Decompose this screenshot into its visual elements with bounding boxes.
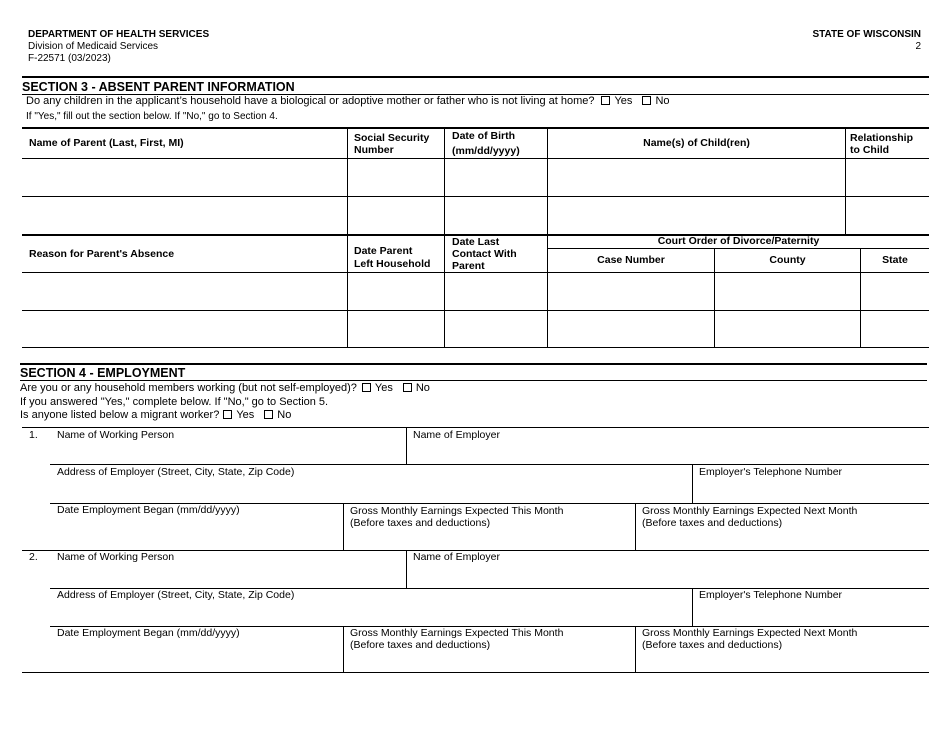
state-field[interactable] <box>861 311 929 347</box>
reason-field[interactable] <box>22 311 347 347</box>
earnings-next-month-field[interactable] <box>636 652 929 671</box>
state-name: STATE OF WISCONSIN <box>812 29 921 40</box>
yes-label: Yes <box>374 382 393 394</box>
migrant-no-checkbox[interactable] <box>264 410 273 419</box>
last-contact-field[interactable] <box>445 273 547 310</box>
employer-address-label: Address of Employer (Street, City, State, Zip Code) <box>57 589 295 601</box>
absent-parent-question <box>26 95 670 107</box>
date-began-label: Date Employment Began (mm/dd/yyyy) <box>57 627 240 639</box>
county-header: County <box>769 254 806 266</box>
employment-question-text: Are you or any household members working (but not self-employed)? <box>20 382 357 394</box>
case-number-field[interactable] <box>548 273 714 310</box>
date-left-field[interactable] <box>348 311 444 347</box>
relationship-field[interactable] <box>846 197 929 234</box>
section3-instruction: If "Yes," fill out the section below. If "No," go to Section 4. <box>26 111 278 122</box>
date-began-field[interactable] <box>50 640 342 671</box>
entry-number: 2. <box>29 551 38 563</box>
earnings-next-month-field[interactable] <box>636 530 929 549</box>
relationship-header: Relationship to Child <box>850 132 914 156</box>
earnings-this-month-field[interactable] <box>344 530 634 549</box>
date-left-header: Date Parent Left Household <box>354 245 431 270</box>
department-name: DEPARTMENT OF HEALTH SERVICES <box>28 29 210 40</box>
no-label: No <box>415 382 430 394</box>
absent-parent-yes-checkbox[interactable] <box>601 96 610 105</box>
reason-field[interactable] <box>22 273 347 310</box>
section4-top-rule <box>20 363 927 365</box>
case-number-field[interactable] <box>548 311 714 347</box>
entry-number: 1. <box>29 429 38 441</box>
state-field[interactable] <box>861 273 929 310</box>
earnings-next-month-label: Gross Monthly Earnings Expected Next Month (Before taxes and deductions) <box>642 505 858 529</box>
ssn-field[interactable] <box>348 197 444 234</box>
dob-field[interactable] <box>445 197 547 234</box>
division-name: Division of Medicaid Services <box>28 41 159 52</box>
section4-instruction: If you answered "Yes," complete below. If "No," go to Section 5. <box>20 396 329 408</box>
no-label: No <box>655 95 670 107</box>
children-field[interactable] <box>548 197 845 234</box>
divider <box>50 464 929 465</box>
children-field[interactable] <box>548 159 845 196</box>
last-contact-field[interactable] <box>445 311 547 347</box>
reason-header: Reason for Parent's Absence <box>29 248 175 260</box>
date-left-field[interactable] <box>348 273 444 310</box>
absent-parent-question-text: Do any children in the applicant’s household have a biological or adoptive mother or father who is not living at home? <box>26 95 595 107</box>
dob-header: Date of Birth (mm/dd/yyyy) <box>452 130 520 157</box>
parent-name-field[interactable] <box>22 197 347 234</box>
employer-address-field[interactable] <box>50 602 691 625</box>
migrant-yes-checkbox[interactable] <box>223 410 232 419</box>
yes-label: Yes <box>236 409 255 421</box>
working-person-label: Name of Working Person <box>57 429 175 441</box>
date-began-field[interactable] <box>50 517 342 549</box>
earnings-next-month-label: Gross Monthly Earnings Expected Next Month (Before taxes and deductions) <box>642 627 858 651</box>
earnings-this-month-label: Gross Monthly Earnings Expected This Month (Before taxes and deductions) <box>350 627 564 651</box>
last-contact-header: Date Last Contact With Parent <box>452 236 517 272</box>
employment-question <box>20 382 430 394</box>
date-began-label: Date Employment Began (mm/dd/yyyy) <box>57 504 240 516</box>
employer-name-field[interactable] <box>407 564 929 587</box>
county-field[interactable] <box>715 273 860 310</box>
employer-phone-field[interactable] <box>693 602 929 625</box>
case-number-header: Case Number <box>597 254 665 266</box>
section3-top-rule <box>22 76 929 78</box>
county-field[interactable] <box>715 311 860 347</box>
ssn-header: Social Security Number <box>354 132 430 156</box>
employer-phone-field[interactable] <box>693 478 929 502</box>
divider <box>548 248 929 249</box>
working-person-field[interactable] <box>50 441 405 463</box>
section4-title: SECTION 4 - EMPLOYMENT <box>20 366 186 380</box>
dob-field[interactable] <box>445 159 547 196</box>
relationship-field[interactable] <box>846 159 929 196</box>
court-order-header: Court Order of Divorce/Paternity <box>657 235 820 247</box>
divider <box>20 380 927 381</box>
earnings-this-month-field[interactable] <box>344 652 634 671</box>
working-person-field[interactable] <box>50 564 405 587</box>
divider <box>22 347 929 348</box>
employer-phone-label: Employer's Telephone Number <box>699 589 843 601</box>
page-number: 2 <box>915 41 921 52</box>
form-id: F-22571 (03/2023) <box>28 53 111 64</box>
employer-phone-label: Employer's Telephone Number <box>699 466 843 478</box>
migrant-question-text: Is anyone listed below a migrant worker? <box>20 409 220 421</box>
employer-name-label: Name of Employer <box>413 429 500 441</box>
no-label: No <box>277 409 292 421</box>
earnings-this-month-label: Gross Monthly Earnings Expected This Month (Before taxes and deductions) <box>350 505 564 529</box>
employment-yes-checkbox[interactable] <box>362 383 371 392</box>
working-person-label: Name of Working Person <box>57 551 175 563</box>
divider <box>22 427 929 428</box>
absent-parent-no-checkbox[interactable] <box>642 96 651 105</box>
employer-name-field[interactable] <box>407 441 929 463</box>
divider <box>22 672 929 673</box>
ssn-field[interactable] <box>348 159 444 196</box>
state-header: State <box>882 254 908 266</box>
yes-label: Yes <box>614 95 633 107</box>
parent-name-field[interactable] <box>22 159 347 196</box>
migrant-question <box>20 409 291 421</box>
employer-address-label: Address of Employer (Street, City, State, Zip Code) <box>57 466 295 478</box>
employment-no-checkbox[interactable] <box>403 383 412 392</box>
employer-address-field[interactable] <box>50 478 691 502</box>
parent-name-header: Name of Parent (Last, First, MI) <box>29 137 184 149</box>
section3-title: SECTION 3 - ABSENT PARENT INFORMATION <box>22 80 295 94</box>
employer-name-label: Name of Employer <box>413 551 500 563</box>
children-header: Name(s) of Child(ren) <box>643 137 750 149</box>
